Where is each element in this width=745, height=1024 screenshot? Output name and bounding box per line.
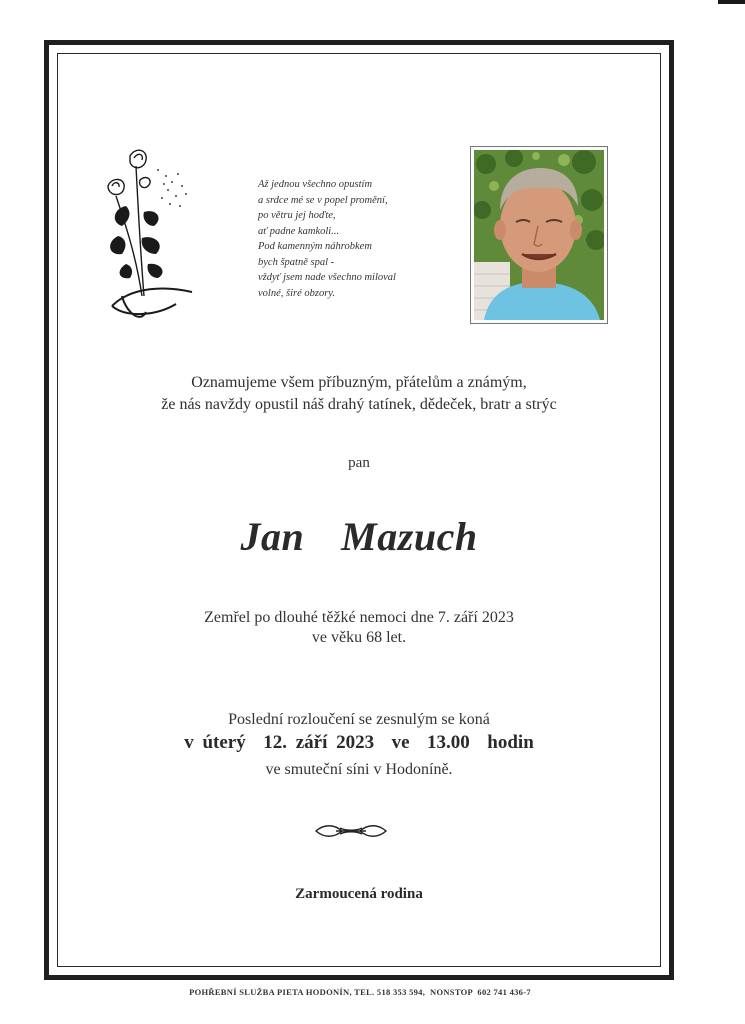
portrait-image bbox=[474, 150, 604, 320]
death-line-1: Zemřel po dlouhé těžké nemoci dne 7. září 2023 bbox=[204, 609, 514, 626]
deceased-name: Jan Mazuch bbox=[240, 514, 478, 559]
poem-line: a srdce mé se v popel promění, bbox=[258, 194, 388, 206]
death-line-2: ve věku 68 let. bbox=[311, 629, 407, 646]
poem-line: bych špatně spal - bbox=[258, 256, 335, 268]
poem-line: Pod kamenným náhrobkem bbox=[258, 241, 372, 252]
farewell-place: ve smuteční síni v Hodoníně. bbox=[265, 761, 453, 778]
farewell-intro: Poslední rozloučení se zesnulým se koná bbox=[228, 711, 490, 728]
poem-line: vždyť jsem nade všechno miloval bbox=[258, 272, 396, 283]
poem-line: Až jednou všechno opustím bbox=[258, 179, 373, 190]
footer-funeral-service: POHŘEBNÍ SLUŽBA PIETA HODONÍN, TEL. 518 353 594, NONSTOP 602 741 436-7 bbox=[189, 987, 531, 997]
poem-line: ať padne kamkoli... bbox=[258, 225, 340, 237]
scan-edge-mark bbox=[718, 0, 745, 4]
rose-with-ribbon-icon bbox=[96, 146, 206, 328]
salutation: pan bbox=[348, 455, 370, 471]
portrait-photo bbox=[470, 146, 608, 324]
flourish-ornament-icon bbox=[314, 822, 388, 840]
signature: Zarmoucená rodina bbox=[295, 886, 423, 902]
poem-line: volné, širé obzory. bbox=[258, 287, 335, 299]
poem-line: po větru jej hoďte, bbox=[258, 210, 336, 221]
announcement bbox=[57, 372, 661, 416]
death-notice bbox=[57, 608, 661, 648]
announcement-line-2: že nás navždy opustil náš drahý tatínek, dědeček, bratr a strýc bbox=[161, 396, 557, 413]
announcement-line-1: Oznamujeme všem příbuzným, přátelům a známým, bbox=[191, 374, 527, 391]
farewell-date-time: v úterý 12. září 2023 ve 13.00 hodin bbox=[184, 732, 534, 753]
poem bbox=[258, 177, 458, 301]
